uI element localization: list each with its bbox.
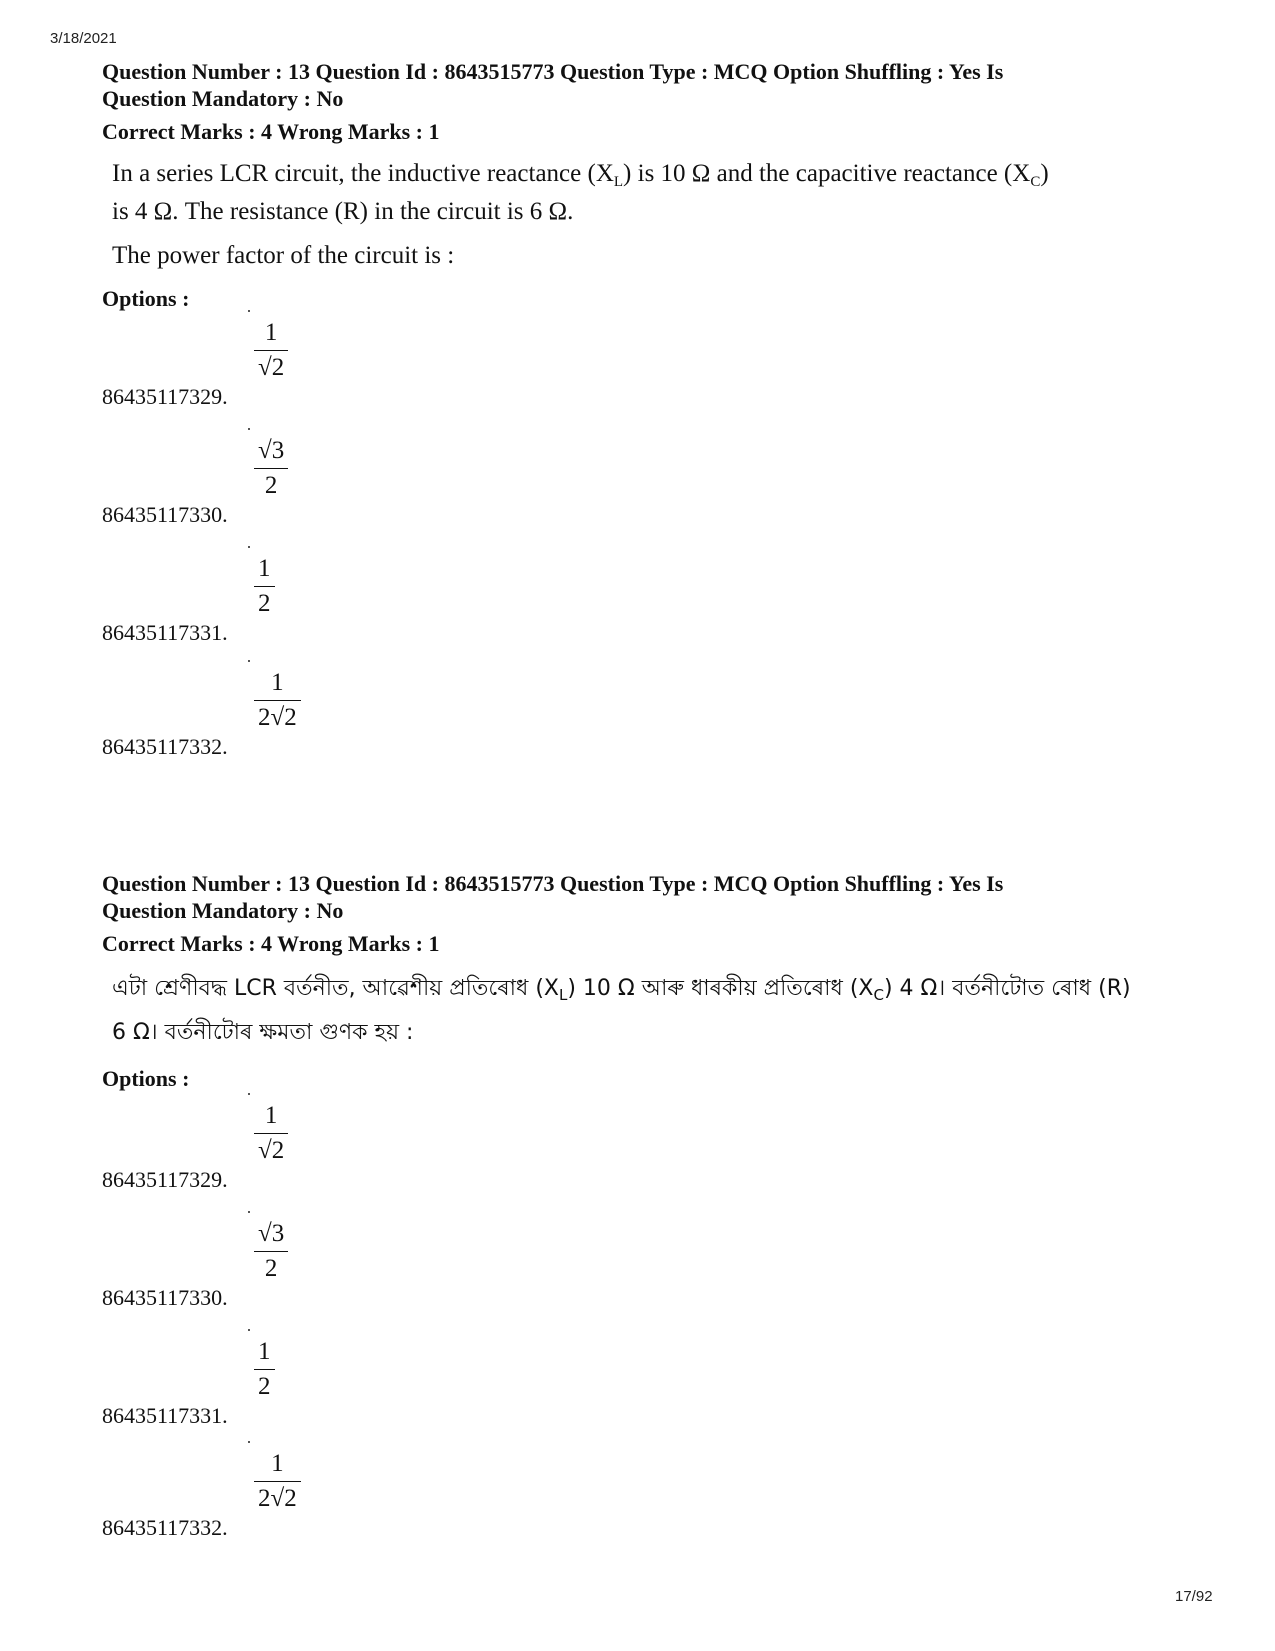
fraction-numerator: 1 [271,669,284,696]
print-date: 3/18/2021 [50,30,117,47]
option-fraction [254,554,275,619]
option-id: 86435117332. [102,734,228,759]
question-prompt: The power factor of the circuit is : [112,242,455,269]
fraction-numerator: 1 [264,319,278,346]
option-marker [248,1211,250,1213]
option-id: 86435117330. [102,502,228,527]
option-item[interactable] [102,1329,502,1429]
option-item[interactable] [102,428,502,528]
option-marker [248,310,250,312]
fraction-bar [254,1133,288,1134]
fraction-numerator: 1 [264,1102,278,1129]
option-fraction [254,318,288,383]
option-fraction [254,1337,275,1402]
fraction-denominator: 2√2 [258,704,297,731]
fraction-numerator: √3 [258,437,285,464]
option-fraction [254,1101,288,1166]
option-fraction [254,1449,301,1514]
page-number: 17/92 [1175,1588,1213,1605]
option-id: 86435117330. [102,1285,228,1310]
options-label: Options : [102,286,190,311]
option-marker [248,428,250,430]
question-block-assamese [102,870,1192,1092]
fraction-numerator: 1 [258,1338,271,1365]
question-text [112,155,1192,275]
fraction-bar [254,586,275,587]
question-text [112,967,1192,1055]
question-text-line-1: এটা শ্ৰেণীবদ্ধ LCR বৰ্তনীত, আৱেশীয় প্ৰতিৰোধ $(X_L)$ 10 Ω আৰু ধাৰকীয় প্ৰতিৰোধ $(X_C)$ 4 Ω। বৰ্তনীটোত ৰোধ (R) [112,976,1131,1004]
option-item[interactable] [102,1441,502,1541]
fraction-bar [254,700,301,701]
question-meta [102,58,1192,112]
question-text-line-2: 6 Ω। বৰ্তনীটোৰ ক্ষমতা গুণক হয় : [112,1020,414,1045]
fraction-denominator: 2 [264,1255,278,1282]
question-marks: Correct Marks : 4 Wrong Marks : 1 [102,119,440,144]
question-text-line-1: In a series LCR circuit, the inductive reactance $(X_L)$ is 10 Ω and the capacitive reactance $(X_C)$ [112,160,1049,190]
option-marker [248,1329,250,1331]
option-item[interactable] [102,546,502,646]
fraction-bar [254,1251,288,1252]
options-label: Options : [102,1066,190,1091]
option-marker [248,1441,250,1443]
fraction-numerator: √3 [258,1220,285,1247]
question-text-line-2: is 4 Ω. The resistance (R) in the circuit is 6 Ω. [112,198,574,225]
option-id: 86435117331. [102,620,228,645]
fraction-denominator: √2 [258,1137,285,1164]
option-marker [248,1093,250,1095]
option-item[interactable] [102,310,502,410]
option-item[interactable] [102,660,502,760]
question-meta-line-2: Question Mandatory : No [102,86,344,111]
fraction-bar [254,1481,301,1482]
fraction-bar [254,350,288,351]
option-fraction [254,436,288,501]
fraction-denominator: 2 [264,472,278,499]
fraction-denominator: 2√2 [258,1485,297,1512]
question-meta-line-1: Question Number : 13 Question Id : 8643515773 Question Type : MCQ Option Shuffling : Yes Is [102,871,1004,896]
option-marker [248,660,250,662]
question-meta [102,870,1192,924]
fraction-numerator: 1 [271,1450,284,1477]
question-meta-line-1: Question Number : 13 Question Id : 8643515773 Question Type : MCQ Option Shuffling : Yes Is [102,59,1004,84]
fraction-numerator: 1 [258,555,271,582]
option-item[interactable] [102,1093,502,1193]
fraction-denominator: √2 [258,354,285,381]
option-id: 86435117331. [102,1403,228,1428]
fraction-denominator: 2 [258,1373,271,1400]
fraction-bar [254,468,288,469]
question-block-english [102,58,1192,312]
option-id: 86435117329. [102,384,228,409]
option-id: 86435117329. [102,1167,228,1192]
option-marker [248,546,250,548]
option-fraction [254,1219,288,1284]
fraction-denominator: 2 [258,590,271,617]
fraction-bar [254,1369,275,1370]
question-marks: Correct Marks : 4 Wrong Marks : 1 [102,931,440,956]
question-meta-line-2: Question Mandatory : No [102,898,344,923]
option-item[interactable] [102,1211,502,1311]
option-id: 86435117332. [102,1515,228,1540]
option-fraction [254,668,301,733]
